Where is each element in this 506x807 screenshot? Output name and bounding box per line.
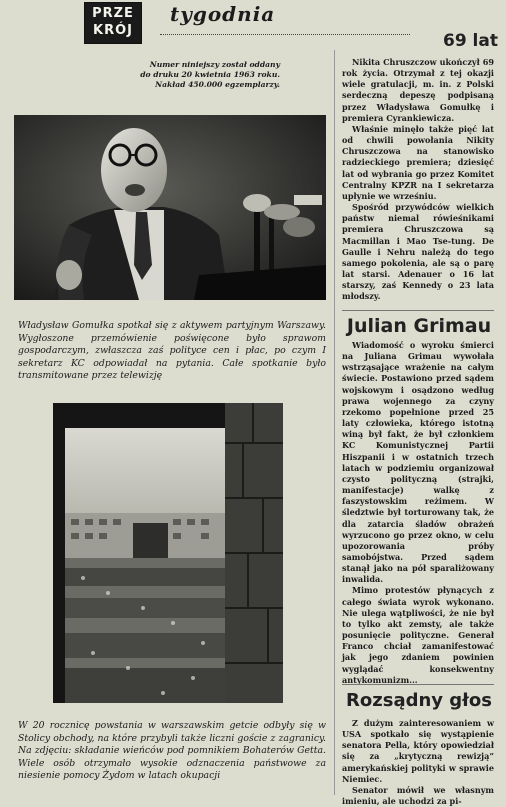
caption-gomulka: Władysław Gomułka spotkał się z aktywem partyjnym Warszawy. Wygłoszone przemówienie poświęcone było sprawom gospodarczym, zwłaszcza zaś polityce cen i płac, po czym I sekretarz KC odpowiadał na pytania. Całe spotkanie było transmitowane przez telewizję xyxy=(18,320,326,381)
article-grimau-p1 xyxy=(342,340,494,585)
article-69-lat xyxy=(342,57,494,302)
article-rozsadny-title: Rozsądny głos xyxy=(346,690,492,711)
article-69-lat-p3: Spośród przywódców wielkich państw niemal rówieśnikami premiera Chruszczowa są Macmillan i Mao Tse-tung. De Gaulle i Nehru należą do tego samego pokolenia, ale są o parę lat starsi. Adenauer o 16 lat starszy, zaś Kennedy o 23 lata młodszy. xyxy=(342,202,494,302)
article-69-lat-p1 xyxy=(342,57,494,124)
section-title: tygodnia xyxy=(170,2,276,26)
photo-gomulka-speech xyxy=(14,115,326,300)
article-grimau-name: Juliana Grimau xyxy=(364,351,442,362)
caption-ghetto: W 20 rocznicę powstania w warszawskim getcie odbyły się w Stolicy obchody, na które przybyli także liczni goście z zagranicy. Na zdjęciu: składanie wieńców pod pomnikiem Bohaterów Getta. Wiele osób otrzymało wysokie odznaczenia państwowe za niesienie pomocy Żydom w latach okupacji xyxy=(18,720,326,781)
magazine-logo xyxy=(84,2,142,44)
article-grimau xyxy=(342,340,494,686)
logo-line-1: PRZE xyxy=(92,6,134,21)
article-grimau-title: Julian Grimau xyxy=(346,315,492,337)
article-grimau-p1-b: wywołała wstrząsające wrażenie na całym świecie. Postawiono przed sądem wojskowym i osądzono według prawa wojennego za czyny rzekomo popełnione przed 25 laty człowieka, którego istotną winą był fakt, że był członkiem KC Komunistycznej Partii Hiszpanii i w ostatnich trzech latach w podziemiu organizował czysto polityczną (strajki, manifestacje) walkę z faszystowskim reżimem. W śledztwie był torturowany tak, że dla zatarcia śladów obrażeń wyrzucono go przez okno, w celu upozorowania próby samobójstwa. Przed sądem stanął jako na pół sparaliżowany inwalida. xyxy=(342,351,494,585)
article-rozsadny-p2: Senator mówił we własnym imieniu, ale uchodzi za pi- xyxy=(342,784,494,807)
article-grimau-p1-a: Wiadomość o wyroku śmierci na xyxy=(342,340,494,362)
photo-gomulka-image xyxy=(14,115,326,300)
masthead xyxy=(60,2,360,58)
logo-line-2: KRÓJ xyxy=(93,23,133,38)
column-divider xyxy=(334,50,335,795)
article-69-lat-name: Nikita Chruszczow xyxy=(352,57,437,67)
article-grimau-p2: Mimo protestów płynących z całego świata wyrok wykonano. Nie ulega wątpliwości, że nie był to tylko akt zemsty, ale także posunięcie polityczne. Generał Franco chciał zamanifestować jak jego zdaniem powinien wyglądać konsekwentny antykomunizm... xyxy=(342,585,494,685)
article-69-lat-title: 69 lat xyxy=(442,31,498,51)
imprint-line-1: Numer niniejszy został oddany xyxy=(149,60,280,69)
imprint-line-2: do druku 20 kwietnia 1963 roku. xyxy=(140,70,280,79)
article-69-lat-p1-text: ukończył 69 rok życia. Otrzymał z tej okazji wiele gratulacji, m. in. z Polski serdeczną depeszę podpisaną przez Władysława Gomułkę i premiera Cyrankiewicza. xyxy=(342,57,494,123)
imprint-note xyxy=(95,60,280,90)
article-69-lat-p2: Właśnie minęło także pięć lat od chwili powołania Nikity Chruszczowa na stanowisko radzieckiego premiera; dziesięć lat od wybrania go przez Komitet Centralny KPZR na I sekretarza upłynie we wrześniu. xyxy=(342,123,494,201)
imprint-line-3: Nakład 450.000 egzemplarzy. xyxy=(155,80,280,89)
article-separator xyxy=(342,310,494,311)
photo-ghetto-commemoration xyxy=(53,403,283,703)
article-rozsadny-p1: Z dużym zainteresowaniem w USA spotkało się wystąpienie senatora Pella, który opowiedział się za „krytyczną rewizją” amerykańskiej polityki w sprawie Niemiec. xyxy=(342,718,494,784)
photo-ghetto-image xyxy=(53,403,283,703)
article-separator xyxy=(342,684,494,685)
article-rozsadny xyxy=(342,718,494,807)
